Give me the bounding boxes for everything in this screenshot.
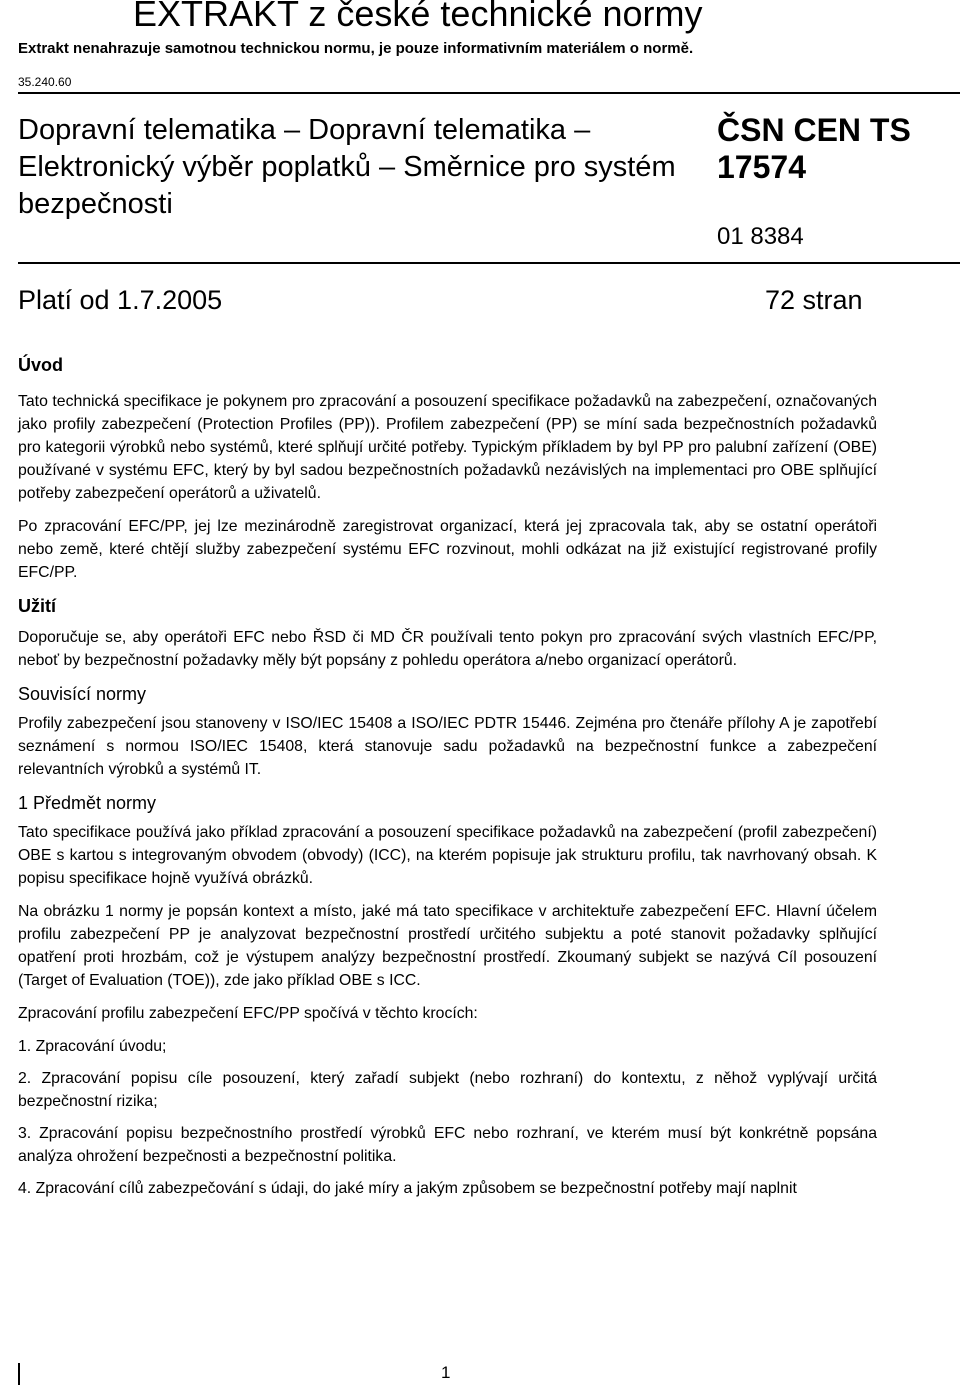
scope-paragraph-3: Zpracování profilu zabezpečení EFC/PP spočívá v těchto krocích: [18,1005,478,1022]
section-heading-related: Souvisící normy [18,684,147,704]
section-heading-scope: 1 Předmět normy [18,793,157,813]
extract-disclaimer: Extrakt nenahrazuje samotnou technickou normu, je pouze informativním materiálem o normě. [18,40,694,57]
intro-paragraph-1: Tato technická specifikace je pokynem pro zpracování a posouzení specifikace požadavků na zabezpečení, označovaných jako profily zabezpečení (Protection Profiles (PP)). Profilem zabezpečení (PP) se míní sada bezpečnostních požadavků pro kategorii výrobků nebo systémů, které splňují určité potřeby. Typickým příkladem by byl PP pro palubní zařízení (OBE) používané v systému EFC, který by byl sadou bezpečnostních požadavků nezávislých na implementaci pro OBE splňující potřeby zabezpečení operátorů a uživatelů. [18,393,877,502]
extract-title: EXTRAKT z české technické normy [133,0,703,34]
page-number: 1 [441,1363,451,1382]
header-divider [18,92,960,94]
title-divider [18,262,960,264]
list-item: 3. Zpracování popisu bezpečnostního prostředí výrobků EFC nebo rozhraní, ve kterém musí být konkrétně popsána analýza ohrožení bezpečnosti a bezpečnostní politika. [18,1125,877,1165]
valid-from-date: Platí od 1.7.2005 [18,285,223,315]
usage-paragraph: Doporučuje se, aby operátoři EFC nebo ŘSD či MD ČR používali tento pokyn pro zpracování svých vlastních EFC/PP, neboť by bezpečnostní požadavky měly být popsány z pohledu operátora a/nebo organizací operátorů. [18,629,877,669]
scope-paragraph-1: Tato specifikace používá jako příklad zpracování a posouzení specifikace požadavků na zabezpečení (profil zabezpečení) OBE s kartou s integrovaným obvodem (obvody) (ICC), na kterém popisuje jak strukturu profilu, tak navrhovaný obsah. K popisu specifikace hojně využívá obrázků. [18,824,877,887]
list-item: 1. Zpracování úvodu; [18,1038,167,1055]
ics-code: 35.240.60 [18,75,72,89]
page-count: 72 stran [765,285,863,315]
change-bar [18,1363,20,1385]
section-heading-usage: Užití [18,596,56,616]
scope-paragraph-2: Na obrázku 1 normy je popsán kontext a místo, jaké má tato specifikace v architektuře zabezpečení EFC. Hlavní účelem profilu zabezpečení PP je analyzovat bezpečnostní prostředí určitého subjektu a poté stanovit požadavky splňující opatření proti hrozbám, což je výstupem analýzy bezpečnostní prostředí. Zkoumaný subjekt se nazývá Cíl posouzení (Target of Evaluation (TOE)), zde jako příklad OBE s ICC. [18,903,877,989]
standard-title: Dopravní telematika – Dopravní telematika – Elektronický výběr poplatků – Směrnice pro systém bezpečnosti [18,114,676,220]
classification-number: 01 8384 [717,223,804,250]
intro-paragraph-2: Po zpracování EFC/PP, jej lze mezinárodně zaregistrovat organizací, která jej zpracovala tak, aby se ostatní operátoři nebo země, které chtějí služby zabezpečení systému EFC rozvinout, mohli odkázat na již existující registrované profily EFC/PP. [18,518,877,581]
related-paragraph: Profily zabezpečení jsou stanoveny v ISO/IEC 15408 a ISO/IEC PDTR 15446. Zejména pro čtenáře přílohy A je zapotřebí seznámení s normou ISO/IEC 15408, která stanovuje sadu požadavků na bezpečnostní funkce a zabezpečení relevantních výrobků a systémů IT. [18,715,877,778]
list-item: 2. Zpracování popisu cíle posouzení, který zařadí subjekt (nebo rozhraní) do kontextu, z něhož vyplývají určitá bezpečnostní rizika; [18,1070,877,1110]
section-heading-intro: Úvod [18,355,63,375]
document-body [18,353,877,1209]
standard-code: ČSN CEN TS 17574 [717,112,911,185]
list-item: 4. Zpracování cílů zabezpečování s údaji, do jaké míry a jakým způsobem se bezpečnostní potřeby mají naplnit [18,1180,797,1197]
